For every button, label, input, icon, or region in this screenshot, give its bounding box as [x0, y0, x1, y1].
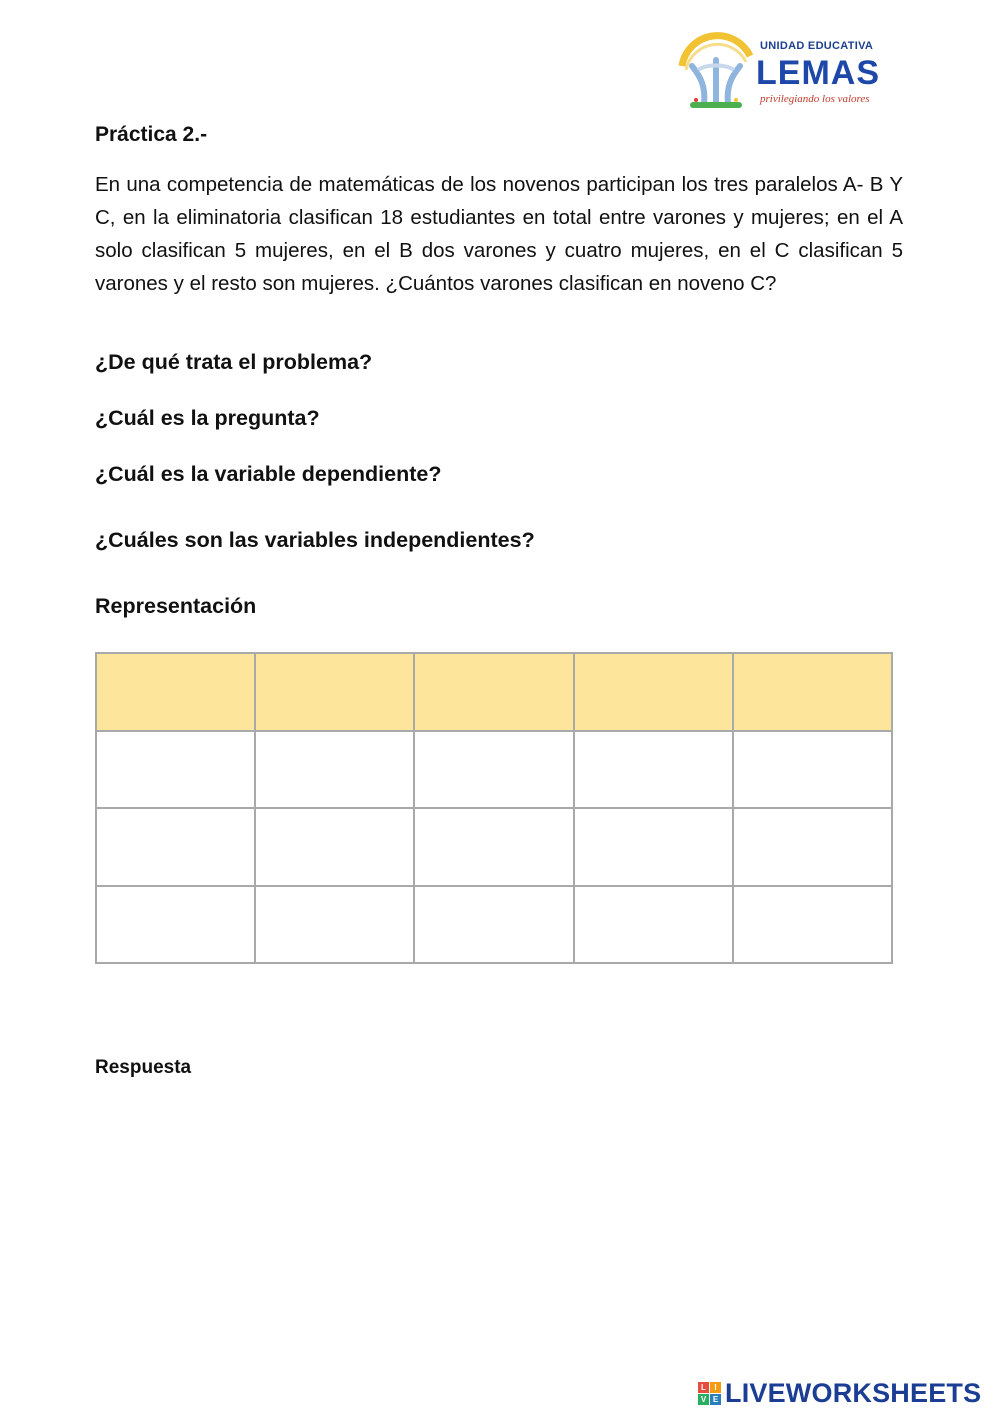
liveworksheets-logo-icon — [698, 1382, 721, 1405]
table-cell[interactable] — [96, 731, 255, 809]
header-cell[interactable] — [574, 653, 733, 731]
question-main: ¿Cuál es la pregunta? — [95, 406, 320, 430]
problem-statement: En una competencia de matemáticas de los novenos participan los tres paralelos A- B Y C, en la eliminatoria clasifican 18 estudiantes en total entre varones y mujeres; en el A solo clasifican 5 mujeres, en el B dos varones y cuatro mujeres, en el C clasifican 5 varones y el resto son mujeres. ¿Cuántos varones clasifican en noveno C? — [95, 173, 903, 295]
logo-block: V — [698, 1394, 709, 1405]
header-cell[interactable] — [96, 653, 255, 731]
logo-block: I — [710, 1382, 721, 1393]
table-header-row — [96, 653, 892, 731]
table-cell[interactable] — [255, 731, 414, 809]
logo-main-text: LEMAS — [756, 54, 880, 92]
table-cell[interactable] — [255, 886, 414, 964]
question-independent-variables: ¿Cuáles son las variables independientes? — [95, 528, 535, 552]
table-cell[interactable] — [96, 808, 255, 886]
table-cell[interactable] — [733, 886, 892, 964]
logo-motto: privilegiando los valores — [760, 93, 870, 105]
table-cell[interactable] — [574, 731, 733, 809]
table-row — [96, 808, 892, 886]
logo-top-text: UNIDAD EDUCATIVA — [760, 40, 874, 52]
answer-label: Respuesta — [95, 1057, 192, 1078]
header-cell[interactable] — [414, 653, 573, 731]
representation-heading: Representación — [95, 594, 257, 618]
table-cell[interactable] — [574, 886, 733, 964]
header-cell[interactable] — [733, 653, 892, 731]
liveworksheets-watermark — [698, 1378, 981, 1408]
watermark-text: LIVEWORKSHEETS — [725, 1377, 982, 1408]
table-cell[interactable] — [96, 886, 255, 964]
tree-emblem-icon — [676, 26, 756, 112]
header-cell[interactable] — [255, 653, 414, 731]
table-cell[interactable] — [733, 731, 892, 809]
logo-block: L — [698, 1382, 709, 1393]
representation-table — [95, 652, 893, 964]
question-topic: ¿De qué trata el problema? — [95, 350, 373, 374]
table-cell[interactable] — [733, 808, 892, 886]
logo-block: E — [710, 1394, 721, 1405]
school-logo — [676, 26, 900, 112]
table-row — [96, 886, 892, 964]
table-cell[interactable] — [414, 731, 573, 809]
table-cell[interactable] — [255, 808, 414, 886]
table-cell[interactable] — [414, 886, 573, 964]
page-title: Práctica 2.- — [95, 123, 208, 146]
table-cell[interactable] — [414, 808, 573, 886]
question-dependent-variable: ¿Cuál es la variable dependiente? — [95, 462, 442, 486]
table-cell[interactable] — [574, 808, 733, 886]
table-row — [96, 731, 892, 809]
